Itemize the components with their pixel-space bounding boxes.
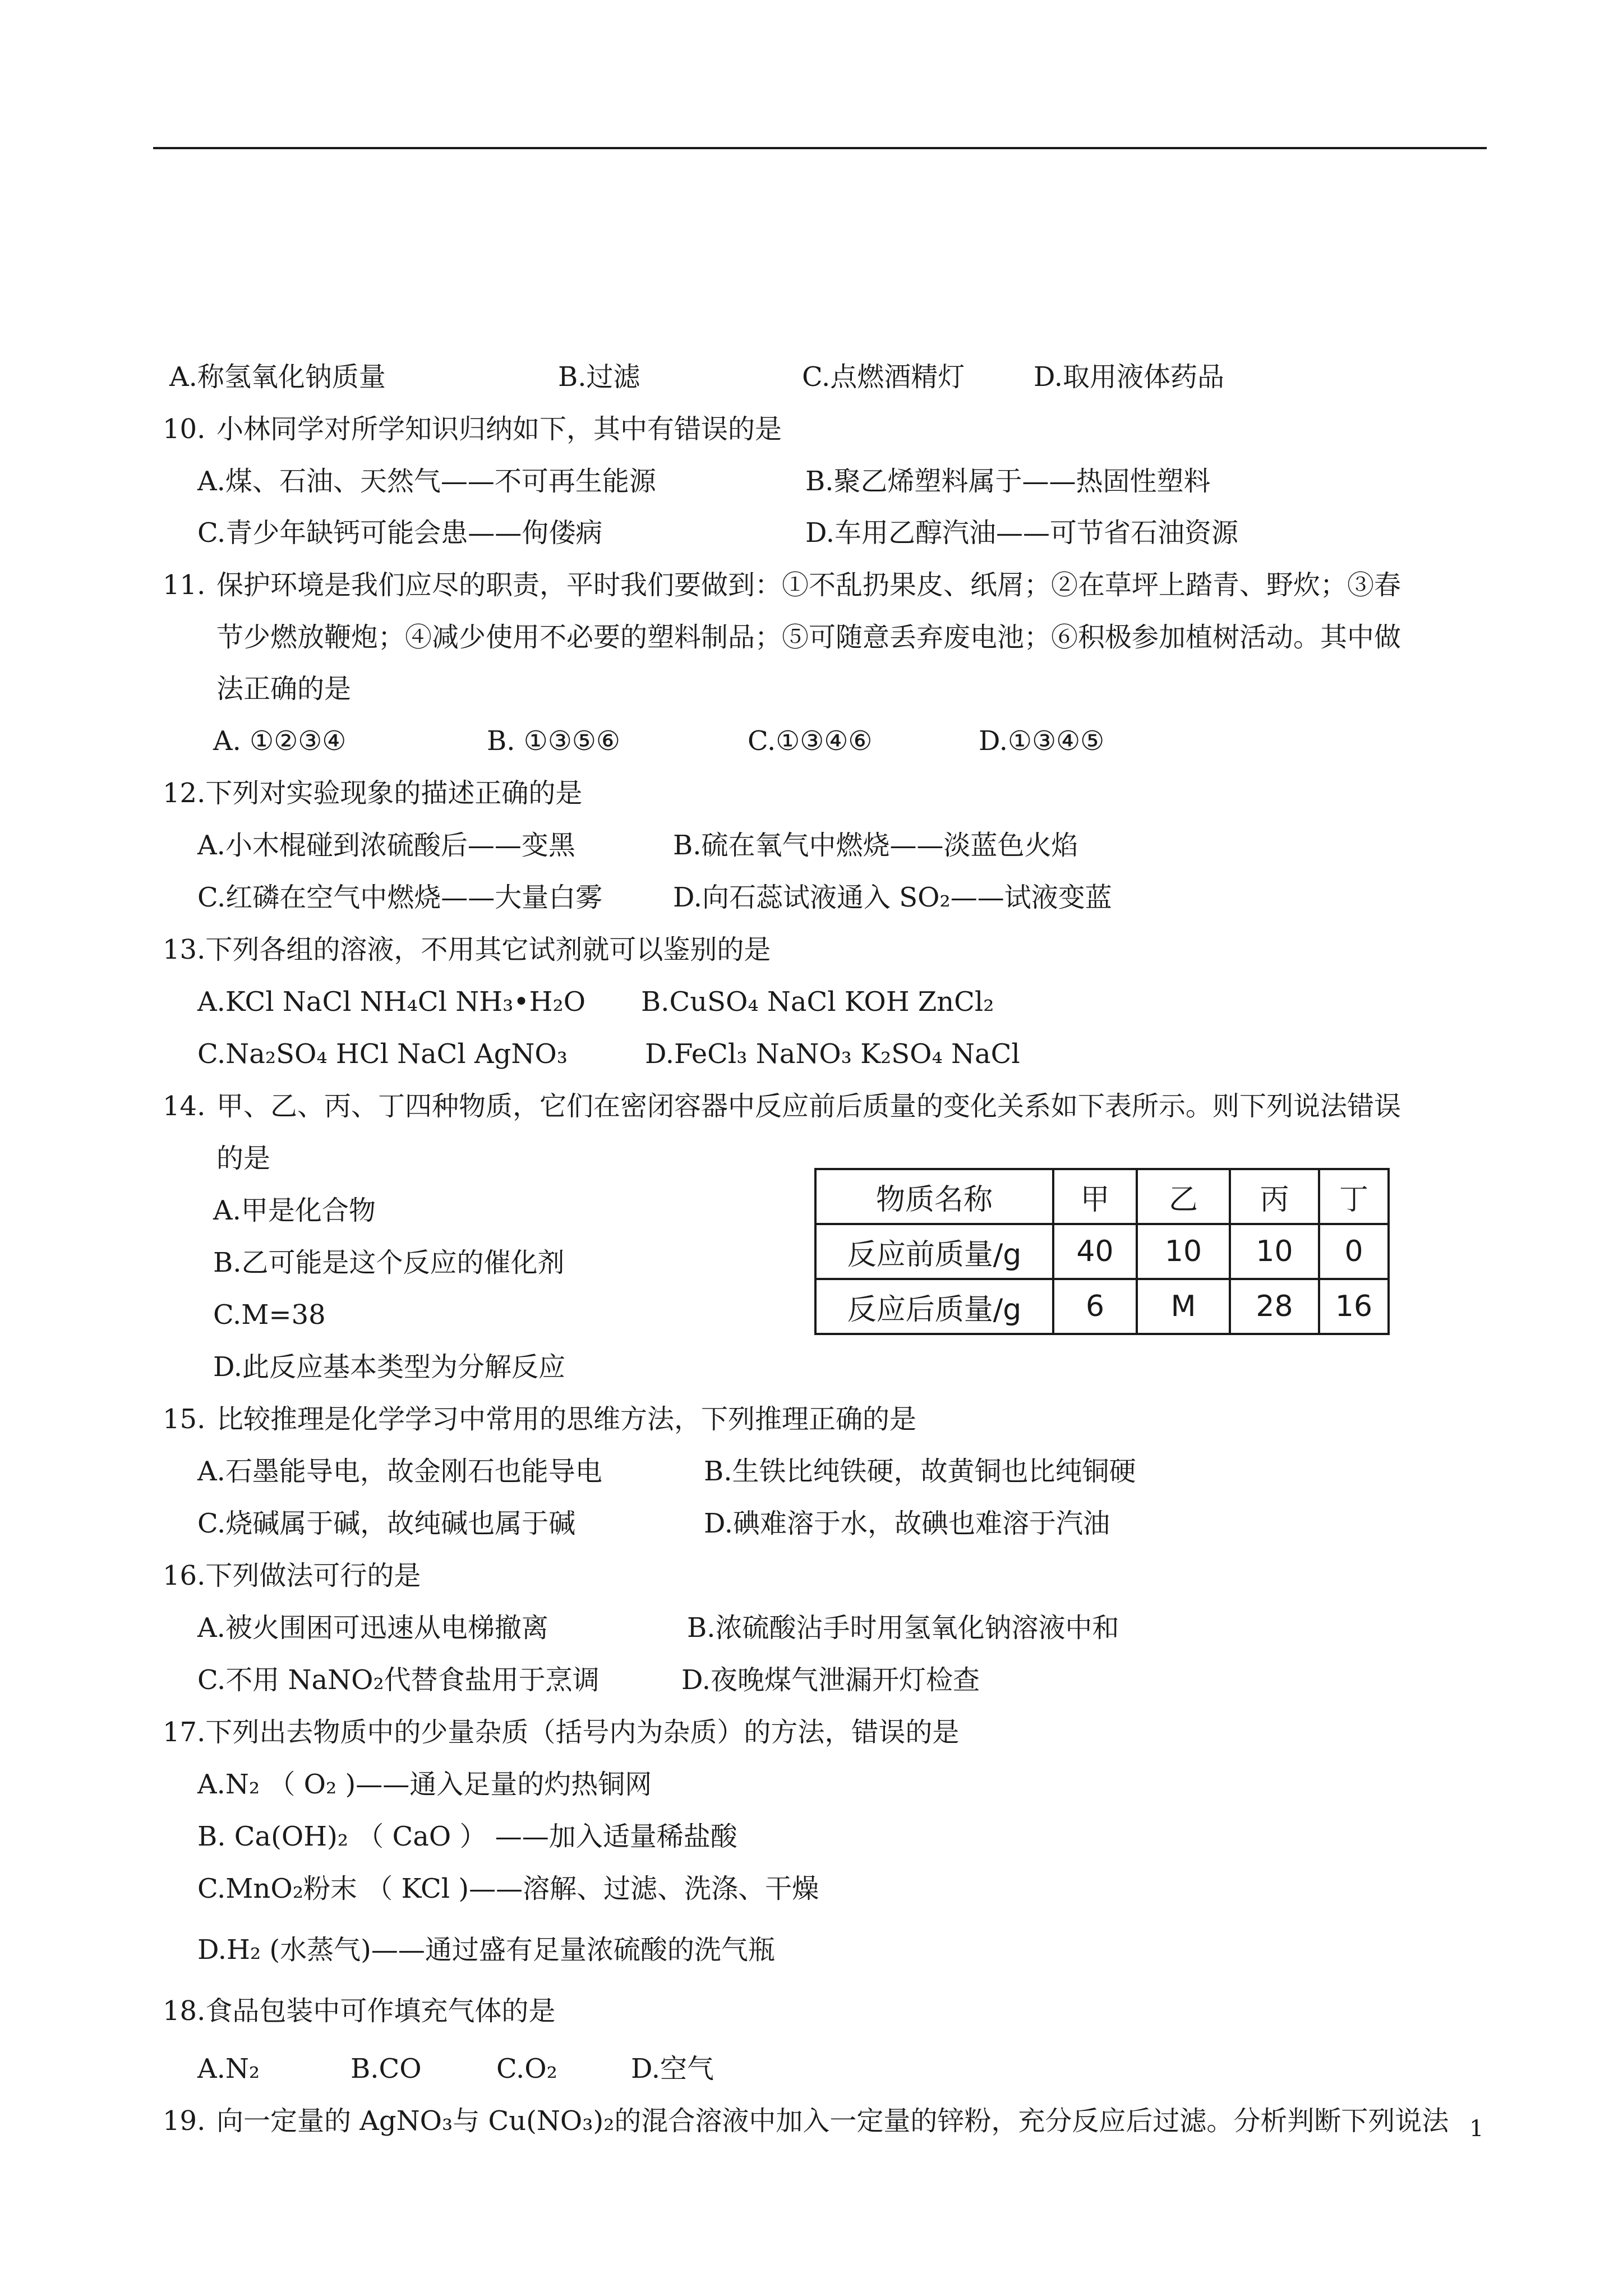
- q12-option-c: C.红磷在空气中燃烧——大量白雾: [197, 882, 603, 913]
- q17-option-a: A.N₂ （ O₂ )——通入足量的灼热铜网: [197, 1769, 652, 1800]
- q19-text: 向一定量的 AgNO₃与 Cu(NO₃)₂的混合溶液中加入一定量的锌粉，充分反应后过滤。分析判断下列说法: [216, 2105, 1449, 2137]
- q12-option-a: A.小木棍碰到浓硫酸后——变黑: [197, 830, 575, 861]
- q10-option-d: D.车用乙醇汽油——可节省石油资源: [805, 517, 1239, 549]
- table-cell: 反应后质量/g: [815, 1279, 1053, 1334]
- q15-option-d: D.碘难溶于水，故碘也难溶于汽油: [704, 1508, 1110, 1539]
- header-rule: [153, 147, 1487, 149]
- table-cell: 反应前质量/g: [815, 1224, 1053, 1279]
- table-header-cell: 甲: [1053, 1169, 1137, 1224]
- table-cell: M: [1137, 1279, 1230, 1334]
- q14-option-b: B.乙可能是这个反应的催化剂: [213, 1247, 565, 1278]
- q11-option-a: A. ①②③④: [213, 725, 347, 757]
- q17-option-c: C.MnO₂粉末 （ KCl )——溶解、过滤、洗涤、干燥: [197, 1873, 819, 1904]
- q14-text-1: 甲、乙、丙、丁四种物质，它们在密闭容器中反应前后质量的变化关系如下表所示。则下列说法错误: [216, 1091, 1401, 1122]
- table-row: [815, 1279, 1389, 1334]
- q11-option-d: D.①③④⑤: [979, 725, 1105, 757]
- q16-stem: 16.下列做法可行的是: [163, 1560, 421, 1591]
- table-cell: 6: [1053, 1279, 1137, 1334]
- q10-number: 10.: [163, 413, 206, 445]
- q11-stem-line2: 节少燃放鞭炮；④减少使用不必要的塑料制品；⑤可随意丢弃废电池；⑥积极参加植树活动。其中做: [216, 622, 1401, 653]
- q11-text-1: 保护环境是我们应尽的职责，平时我们要做到：①不乱扔果皮、纸屑；②在草坪上踏青、野炊；③春: [216, 569, 1401, 601]
- q9-option-b: B.过滤: [558, 361, 640, 393]
- q16-option-a: A.被火围困可迅速从电梯撤离: [197, 1612, 548, 1644]
- table-cell: 28: [1230, 1279, 1319, 1334]
- q16-option-b: B.浓硫酸沾手时用氢氧化钠溶液中和: [687, 1612, 1119, 1644]
- q17-stem: 17.下列出去物质中的少量杂质（括号内为杂质）的方法，错误的是: [163, 1717, 960, 1748]
- q12-stem: 12.下列对实验现象的描述正确的是: [163, 777, 583, 809]
- q9-option-a: A.称氢氧化钠质量: [169, 361, 386, 393]
- q17-option-b: B. Ca(OH)₂ （ CaO ） ——加入适量稀盐酸: [197, 1821, 737, 1852]
- q15-option-c: C.烧碱属于碱，故纯碱也属于碱: [197, 1508, 576, 1539]
- q11-stem-line3: 法正确的是: [216, 673, 352, 705]
- table-header-cell: 物质名称: [815, 1169, 1053, 1224]
- q14-option-c: C.M=38: [213, 1299, 326, 1331]
- q9-option-d: D.取用液体药品: [1034, 361, 1225, 393]
- q10-option-a: A.煤、石油、天然气——不可再生能源: [197, 466, 656, 497]
- q10-option-b: B.聚乙烯塑料属于——热固性塑料: [805, 466, 1211, 497]
- q18-stem: 18.食品包装中可作填充气体的是: [163, 1995, 556, 2027]
- q15-option-b: B.生铁比纯铁硬，故黄铜也比纯铜硬: [704, 1456, 1136, 1487]
- table-header-row: [815, 1169, 1389, 1224]
- q16-option-c: C.不用 NaNO₂代替食盐用于烹调: [197, 1664, 600, 1696]
- q19-stem: [0, 2104, 1449, 2205]
- q18-option-c: C.O₂: [496, 2053, 557, 2085]
- q16-option-d: D.夜晚煤气泄漏开灯检查: [681, 1664, 980, 1696]
- table-cell: 16: [1319, 1279, 1389, 1334]
- table-header-cell: 丁: [1319, 1169, 1389, 1224]
- q9-option-c: C.点燃酒精灯: [802, 361, 965, 393]
- q19-number: 19.: [163, 2105, 206, 2137]
- q12-option-d: D.向石蕊试液通入 SO₂——试液变蓝: [673, 882, 1112, 913]
- q15-text: 比较推理是化学学习中常用的思维方法，下列推理正确的是: [216, 1404, 917, 1435]
- q18-option-a: A.N₂: [197, 2053, 260, 2085]
- q15-option-a: A.石墨能导电，故金刚石也能导电: [197, 1456, 602, 1487]
- q11-option-b: B. ①③⑤⑥: [487, 725, 620, 757]
- q14-option-d: D.此反应基本类型为分解反应: [213, 1351, 566, 1383]
- table-header-cell: 乙: [1137, 1169, 1230, 1224]
- q14-option-a: A.甲是化合物: [213, 1195, 376, 1226]
- q13-stem: 13.下列各组的溶液，不用其它试剂就可以鉴别的是: [163, 934, 771, 965]
- q14-stem-line2: 的是: [216, 1143, 271, 1174]
- q10-option-c: C.青少年缺钙可能会患——佝偻病: [197, 517, 603, 549]
- q18-option-d: D.空气: [631, 2053, 714, 2085]
- q13-option-d: D.FeCl₃ NaNO₃ K₂SO₄ NaCl: [645, 1038, 1020, 1070]
- q11-option-c: C.①③④⑥: [748, 725, 873, 757]
- q13-option-a: A.KCl NaCl NH₄Cl NH₃•H₂O: [197, 986, 586, 1018]
- table-header-cell: 丙: [1230, 1169, 1319, 1224]
- table-row: [815, 1224, 1389, 1279]
- q18-option-b: B.CO: [351, 2053, 422, 2085]
- table-cell: 0: [1319, 1224, 1389, 1279]
- q15-number: 15.: [163, 1404, 206, 1435]
- q13-option-c: C.Na₂SO₄ HCl NaCl AgNO₃: [197, 1038, 568, 1070]
- q11-number: 11.: [163, 569, 206, 601]
- page-number: 1: [1469, 2116, 1484, 2142]
- q10-text: 小林同学对所学知识归纳如下，其中有错误的是: [216, 413, 782, 445]
- q12-option-b: B.硫在氧气中燃烧——淡蓝色火焰: [673, 830, 1078, 861]
- table-cell: 40: [1053, 1224, 1137, 1279]
- q14-mass-table: [814, 1168, 1390, 1335]
- table-cell: 10: [1137, 1224, 1230, 1279]
- q13-option-b: B.CuSO₄ NaCl KOH ZnCl₂: [641, 986, 994, 1018]
- q14-number: 14.: [163, 1091, 206, 1122]
- table-cell: 10: [1230, 1224, 1319, 1279]
- q17-option-d: D.H₂ (水蒸气)——通过盛有足量浓硫酸的洗气瓶: [197, 1934, 775, 1966]
